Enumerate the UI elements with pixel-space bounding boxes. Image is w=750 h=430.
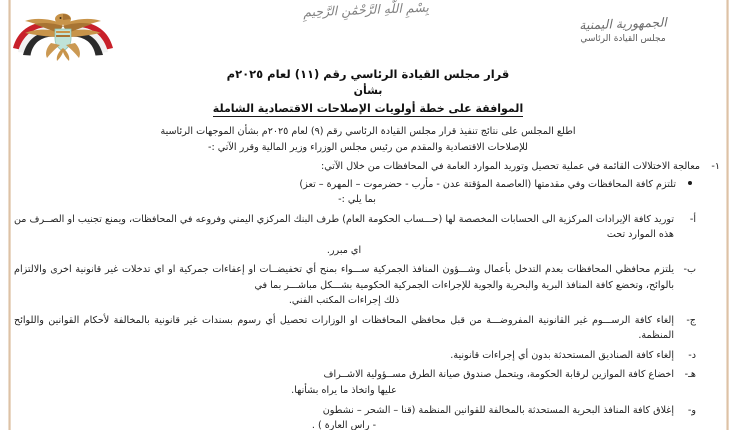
- sub-clause-text: توريد كافة الإيرادات المركزية الى الحسابات المخصصة لها (حـــساب الحكومة العام) طرف البنك المركزي اليمني وفروعه في المحافظات، ويمنع تجنيب او الصــرف من هذه الموارد تحت: [14, 213, 674, 241]
- authority-body-name: مجلس القيادة الرئاسي: [580, 34, 666, 44]
- document-title-block: [14, 67, 722, 117]
- decree-title: قرار مجلس القيادة الرئاسي رقم (١١) لعام ٢٠٢٥م: [226, 67, 510, 81]
- decree-topic: الموافقة على خطة أولويات الإصلاحات الاقتصادية الشاملة: [212, 102, 524, 115]
- sub-clause-item-e: [14, 367, 700, 398]
- decree-clause-list: [14, 159, 722, 430]
- clause-item-1: [14, 159, 722, 430]
- sub-clause-list: [14, 212, 700, 430]
- clause-bullet-text: تلتزم كافة المحافظات وفي مقدمتها (العاصمة المؤقتة عدن - مأرب - حضرموت – المهرة – تعز): [299, 178, 676, 190]
- page-left-border-rule: [8, 0, 11, 430]
- page-right-border-rule: [726, 0, 729, 430]
- sub-clause-tail: - راس العارة ) .: [311, 420, 377, 430]
- clause-marker: ١-: [711, 161, 720, 173]
- sub-clause-marker: ج-: [686, 314, 696, 326]
- sub-clause-marker: د-: [688, 349, 696, 361]
- sub-clause-marker: أ-: [689, 213, 696, 225]
- preamble-line-2: للإصلاحات الاقتصادية والمقدم من رئيس مجلس الوزراء وزير المالية وقرر الآتي :-: [208, 141, 528, 153]
- sub-clause-text: اخضاع كافة الموازين لرقابة الحكومة، ويتحمل صندوق صيانة الطرق مســؤولية الاشــراف: [323, 369, 674, 381]
- sub-clause-item-f: [14, 403, 700, 430]
- authority-state-name: الجمهورية اليمنية: [578, 14, 667, 33]
- document-header: [14, 0, 722, 66]
- bullet-dot-icon: [688, 181, 692, 185]
- clause-bullet-tail: بما يلي :-: [338, 194, 376, 206]
- preamble-line-1: اطلع المجلس على نتائج تنفيذ قرار مجلس القيادة الرئاسي رقم (٩) لعام ٢٠٢٥م بشأن الموجهات الرئاسية: [160, 126, 576, 137]
- sub-clause-marker: هـ-: [684, 369, 696, 381]
- clause-bullet-row: [14, 177, 700, 193]
- sub-clause-item-c: [14, 313, 700, 344]
- sub-clause-tail: ذلك إجراءات المكتب الفني.: [288, 295, 400, 307]
- sub-clause-text: إلغاء كافة الصناديق المستحدثة بدون أي إجراءات قانونية.: [450, 349, 674, 361]
- sub-clause-text: يلتزم محافظي المحافظات بعدم التدخل بأعمال وشـــؤون المنافذ الجمركية ســـواء بمنح أي تخفيضــات او إعفاءات جمركية او اي تدخلات غير قانونية اخرى والالتزام بالوائح، وتخضع كافة المنافذ البرية والبحرية والجوية للإجراءات الجمركية الحكومية بشـــكل مباشـــر بما في: [14, 264, 674, 291]
- sub-clause-item-d: [14, 348, 700, 364]
- sub-clause-tail: اي مبرر.: [326, 244, 362, 256]
- sub-clause-text: إغلاق كافة المنافذ البحرية المستحدثة بالمخالفة للقوانين المنظمة (قنا – الشحر – نشطون: [322, 404, 674, 416]
- sub-clause-marker: و-: [687, 404, 696, 416]
- issuing-authority: [538, 16, 708, 44]
- sub-clause-item-a: [14, 212, 700, 259]
- sub-clause-text: إلغاء كافة الرســـوم غير القانونية المفروضـــة من قبل محافظي المحافظات او الوزارات تحصيل أي رسوم بسندات غير قانونية بالمخالفة لأحكام القوانين واللوائح المنظمة.: [14, 314, 674, 342]
- decree-subject-label: بشأن: [353, 84, 383, 97]
- document-sheet: [14, 0, 722, 430]
- basmala-calligraphy: بِسْمِ اللَّهِ الرَّحْمَٰنِ الرَّحِيمِ: [302, 0, 430, 20]
- clause-text: معالجة الاختلالات القائمة في عملية تحصيل وتوريد الموارد العامة في المحافظات من خلال الآتي:: [321, 161, 700, 173]
- sub-clause-marker: ب-: [683, 264, 696, 276]
- decree-preamble: [20, 124, 716, 155]
- sub-clause-tail: عليها واتخاذ ما يراه بشأنها.: [291, 384, 397, 396]
- yemen-eagle-emblem: [10, 6, 116, 62]
- sub-clause-item-b: [14, 262, 700, 309]
- document-body: [14, 124, 722, 430]
